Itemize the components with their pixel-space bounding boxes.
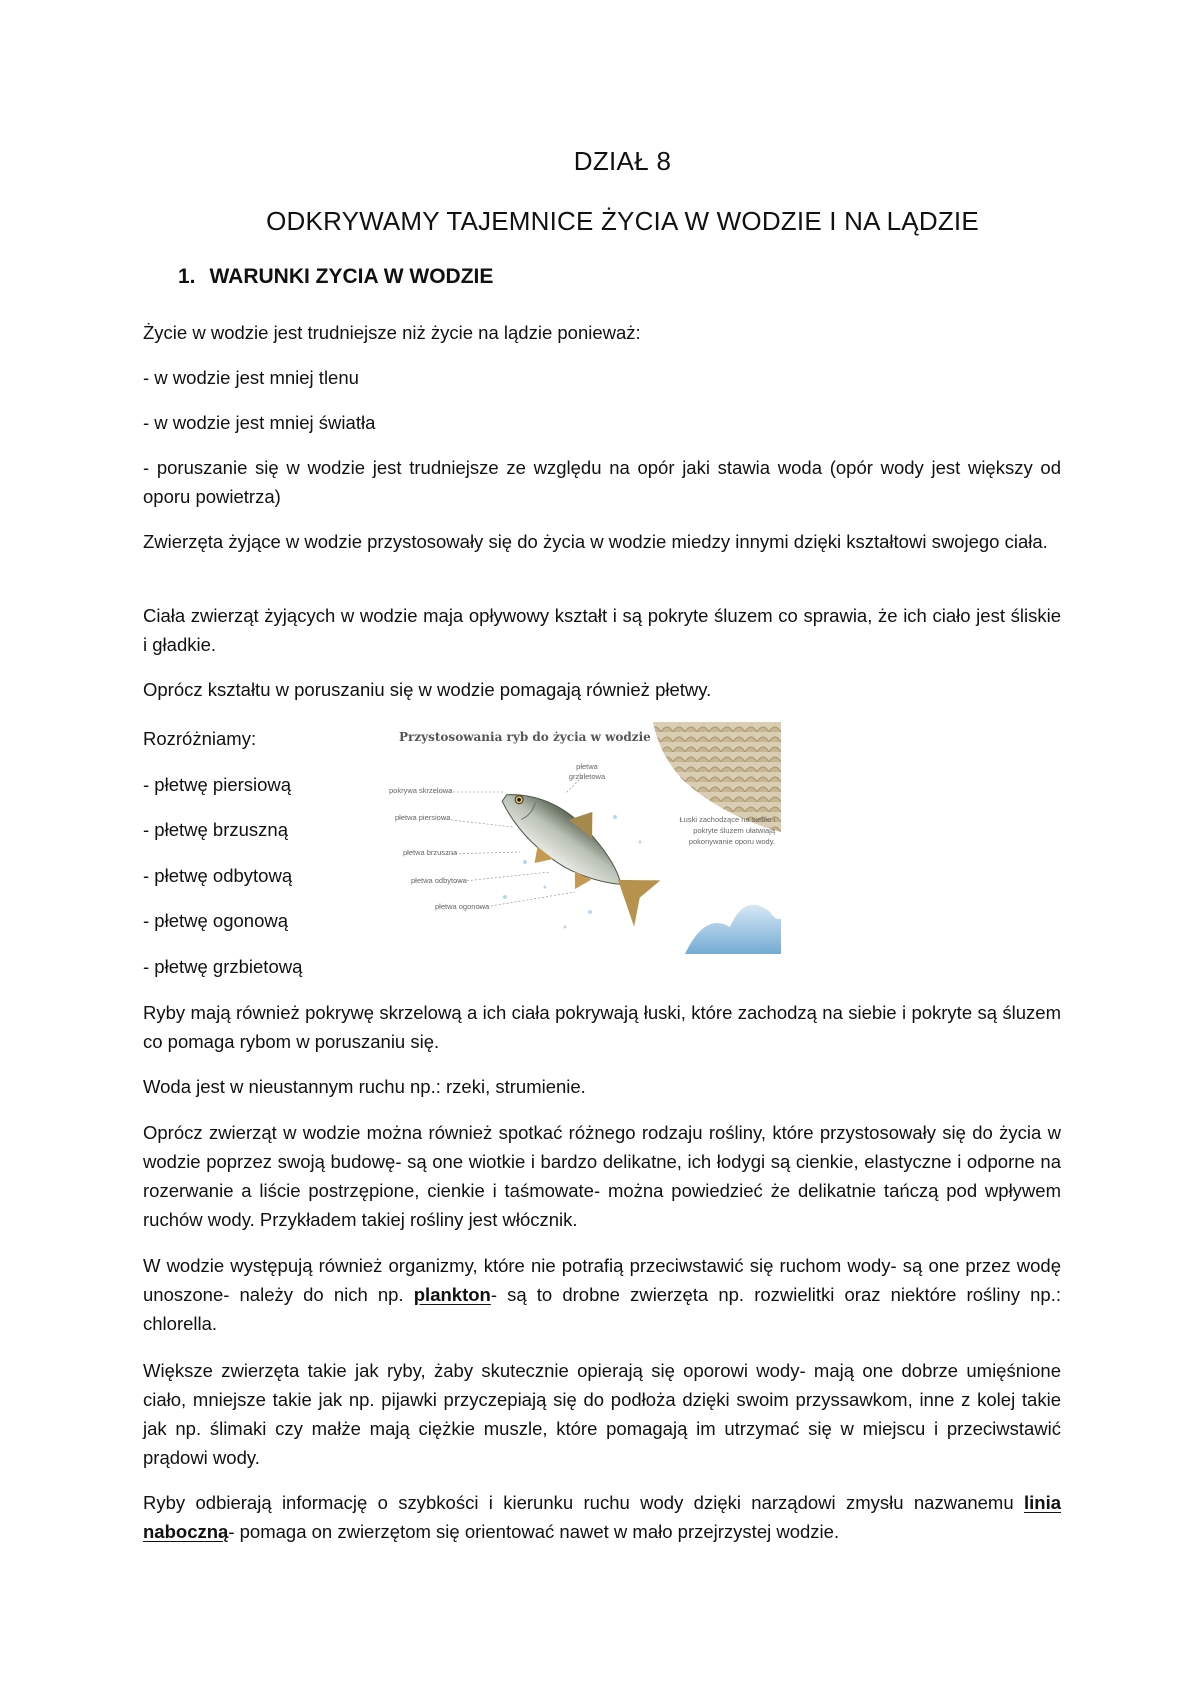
paragraph-body: Ciała zwierząt żyjących w wodzie maja opływowy kształt i są pokryte śluzem co sprawia, że ich ciało jest śliskie i gładkie. <box>143 605 1061 655</box>
paragraph-plankton <box>143 1251 1061 1338</box>
reason-movement: - poruszanie się w wodzie jest trudniejsze ze względu na opór jaki stawia woda (opór wody jest większy od oporu powietrza) <box>143 457 1061 507</box>
fin-item: - płetwę piersiową <box>143 774 292 795</box>
paragraph-lateral-line <box>143 1488 1061 1546</box>
plankton-term: plankton <box>413 1284 491 1305</box>
label-dorsal-fin: płetwa grzbietowa <box>568 762 606 781</box>
label-anal-fin: płetwa odbytowa <box>411 876 467 885</box>
label-pelvic-fin: płetwa brzuszna <box>403 848 458 857</box>
section-number: 1. <box>178 265 196 288</box>
water-splash <box>685 905 781 954</box>
paragraph-plants: Oprócz zwierząt w wodzie można również spotkać różnego rodzaju rośliny, które przystosowały się do życia w wodzie poprzez swoją budowę- są one wiotkie i bardzo delikatne, ich łodygi są cienkie, elastyczne i odporne na rozerwanie a liście postrzępione, cienkie i taśmowate- można powiedzieć że delikatnie tańczą pod wpływem ruchów wody. Przykładem takiej rośliny jest włócznik. <box>143 1122 1061 1230</box>
paragraph-fins-intro: Oprócz kształtu w poruszaniu się w wodzie pomagają również płetwy. <box>143 679 712 700</box>
plankton-text-before: W wodzie występują również organizmy, które nie potrafią przeciwstawić się ruchom wody- są one przez wodę unoszone- należy do nich np. <box>143 1255 1061 1305</box>
lateral-text-before: Ryby odbierają informację o szybkości i kierunku ruchu wody dzięki narządowi zmysłu nazwanemu <box>143 1492 1024 1513</box>
lateral-line-term: linia naboczną <box>143 1492 1061 1542</box>
reason-oxygen: - w wodzie jest mniej tlenu <box>143 367 359 388</box>
paragraph-scales: Ryby mają również pokrywę skrzelową a ich ciała pokrywają łuski, które zachodzą na siebie i pokryte są śluzem co pomaga rybom w poruszaniu się. <box>143 1002 1061 1052</box>
fish <box>484 766 674 931</box>
paragraph-resistance: Większe zwierzęta takie jak ryby, żaby skutecznie opierają się oporowi wody- mają one dobrze umięśnione ciało, mniejsze takie jak np. pijawki przyczepiają się do podłoża dzięki swoim przyssawkom, inne z kolej takie jak np. ślimaki czy małże mają ciężkie muszle, które pomagają im utrzymać się w miejscu i przeciwstawić prądowi wody. <box>143 1360 1061 1468</box>
paragraph-motion: Woda jest w nieustannym ruchu np.: rzeki, strumienie. <box>143 1076 586 1097</box>
label-pectoral-fin: płetwa piersiowa <box>395 813 451 822</box>
lateral-text-after: - pomaga on zwierzętom się orientować nawet w mało przejrzystej wodzie. <box>228 1521 840 1542</box>
reason-light: - w wodzie jest mniej światła <box>143 412 376 433</box>
chapter-heading: DZIAŁ 8 <box>573 146 672 176</box>
section-title: WARUNKI ZYCIA W WODZIE <box>209 265 494 288</box>
section-heading <box>178 265 493 289</box>
plankton-text-after: - są to drobne zwierzęta np. rozwielitki oraz niektóre rośliny np.: chlorella. <box>143 1284 1061 1334</box>
chapter-title: ODKRYWAMY TAJEMNICE ŻYCIA W WODZIE I NA LĄDZIE <box>266 206 979 236</box>
fin-item: - płetwę brzuszną <box>143 819 288 840</box>
paragraph-shape: Zwierzęta żyjące w wodzie przystosowały się do życia w wodzie miedzy innymi dzięki kształtowi swojego ciała. <box>143 531 1048 552</box>
label-tail-fin: płetwa ogonowa <box>435 902 490 911</box>
fin-item: - płetwę odbytową <box>143 865 293 886</box>
fins-label: Rozróżniamy: <box>143 728 257 749</box>
figure-title: Przystosowania ryb do życia w wodzie <box>399 730 651 744</box>
label-gill-cover: pokrywa skrzelowa <box>389 786 453 795</box>
fin-item: - płetwę grzbietową <box>143 956 303 977</box>
fin-item: - płetwę ogonową <box>143 910 289 931</box>
fish-figure <box>385 722 781 954</box>
label-scales: Łuski zachodzące na siebie i pokryte śluzem ułatwiają pokonywanie oporu wody. <box>679 815 775 846</box>
intro-text: Życie w wodzie jest trudniejsze niż życie na lądzie ponieważ: <box>143 322 641 343</box>
